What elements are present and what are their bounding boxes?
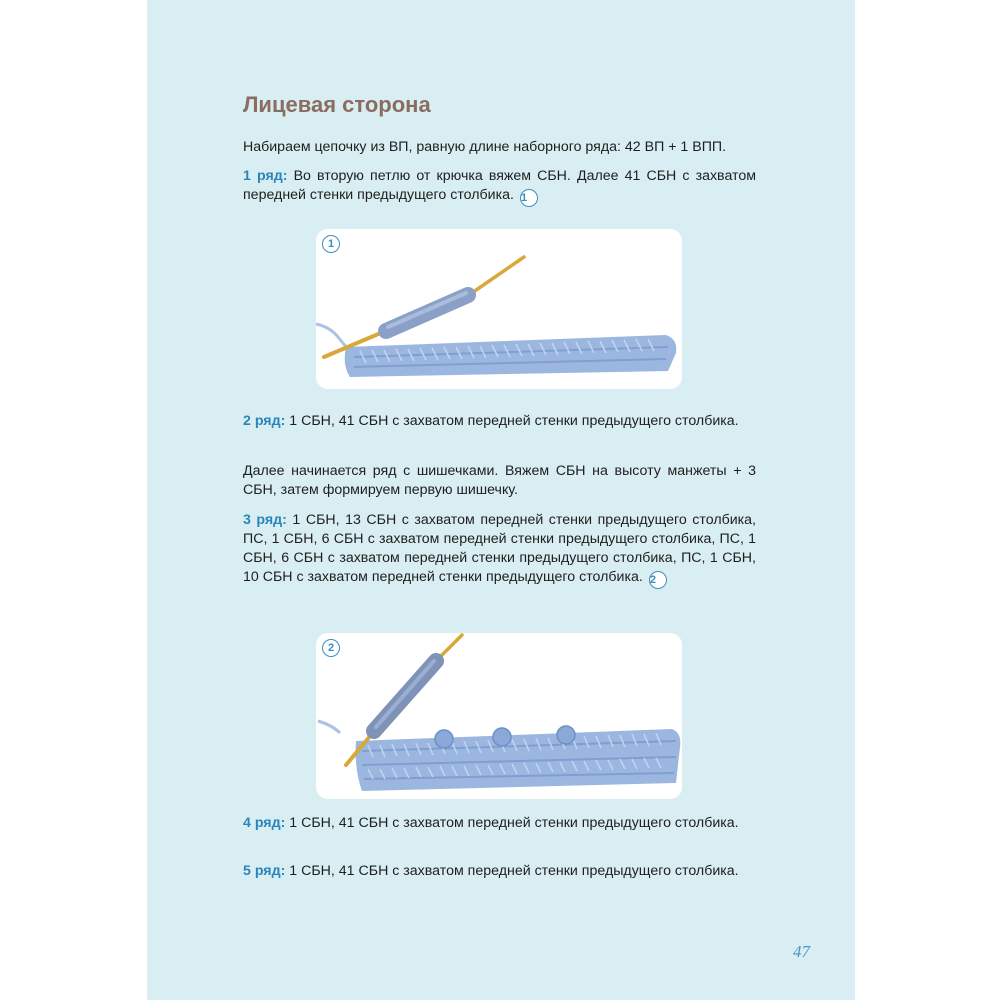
bobble-row-paragraph	[243, 462, 756, 500]
row-5-paragraph	[243, 862, 756, 881]
figure-1-ref: 1	[520, 189, 538, 207]
row-3-text: 1 СБН, 13 СБН с захватом передней стенки предыдущего столбика, ПС, 1 СБН, 6 СБН с захватом передней стенки предыдущего столбика, ПС, 1 СБН, 6 СБН с захватом передней стенки предыдущего столбика, ПС, 1 СБН, 10 СБН с захватом передней стенки предыдущего столбика.	[243, 512, 756, 585]
crochet-swatch-2-image	[316, 633, 682, 799]
figure-1-photo	[316, 229, 682, 389]
row-1-paragraph	[243, 167, 756, 207]
figure-2-ref: 2	[649, 571, 667, 589]
row-4-paragraph	[243, 814, 756, 833]
figure-1-badge: 1	[322, 235, 340, 253]
crochet-swatch-1-image	[316, 229, 682, 389]
row-3-paragraph	[243, 511, 756, 589]
intro-paragraph	[243, 138, 756, 157]
page-number: 47	[793, 942, 810, 961]
figure-2-photo	[316, 633, 682, 799]
row-5-text: 1 СБН, 41 СБН с захватом передней стенки предыдущего столбика.	[285, 863, 739, 879]
row-2-text: 1 СБН, 41 СБН с захватом передней стенки предыдущего столбика.	[285, 413, 739, 429]
row-4-text: 1 СБН, 41 СБН с захватом передней стенки предыдущего столбика.	[285, 815, 739, 831]
row-4-label: 4 ряд:	[243, 815, 286, 831]
figure-2-badge: 2	[322, 639, 340, 657]
row-1-text: Во вторую петлю от крючка вяжем СБН. Далее 41 СБН с захватом передней стенки предыдущего столбика.	[243, 168, 757, 203]
section-heading: Лицевая сторона	[243, 92, 431, 117]
row-3-label: 3 ряд:	[243, 512, 287, 528]
row-1-label: 1 ряд:	[243, 168, 288, 184]
bobble-row-text: Далее начинается ряд с шишечками. Вяжем СБН на высоту манжеты + 3 СБН, затем формируем первую шишечку.	[243, 463, 756, 498]
row-5-label: 5 ряд:	[243, 863, 286, 879]
intro-text: Набираем цепочку из ВП, равную длине наборного ряда: 42 ВП + 1 ВПП.	[243, 139, 727, 155]
row-2-label: 2 ряд:	[243, 413, 286, 429]
book-page	[147, 0, 855, 1000]
row-2-paragraph	[243, 412, 756, 431]
